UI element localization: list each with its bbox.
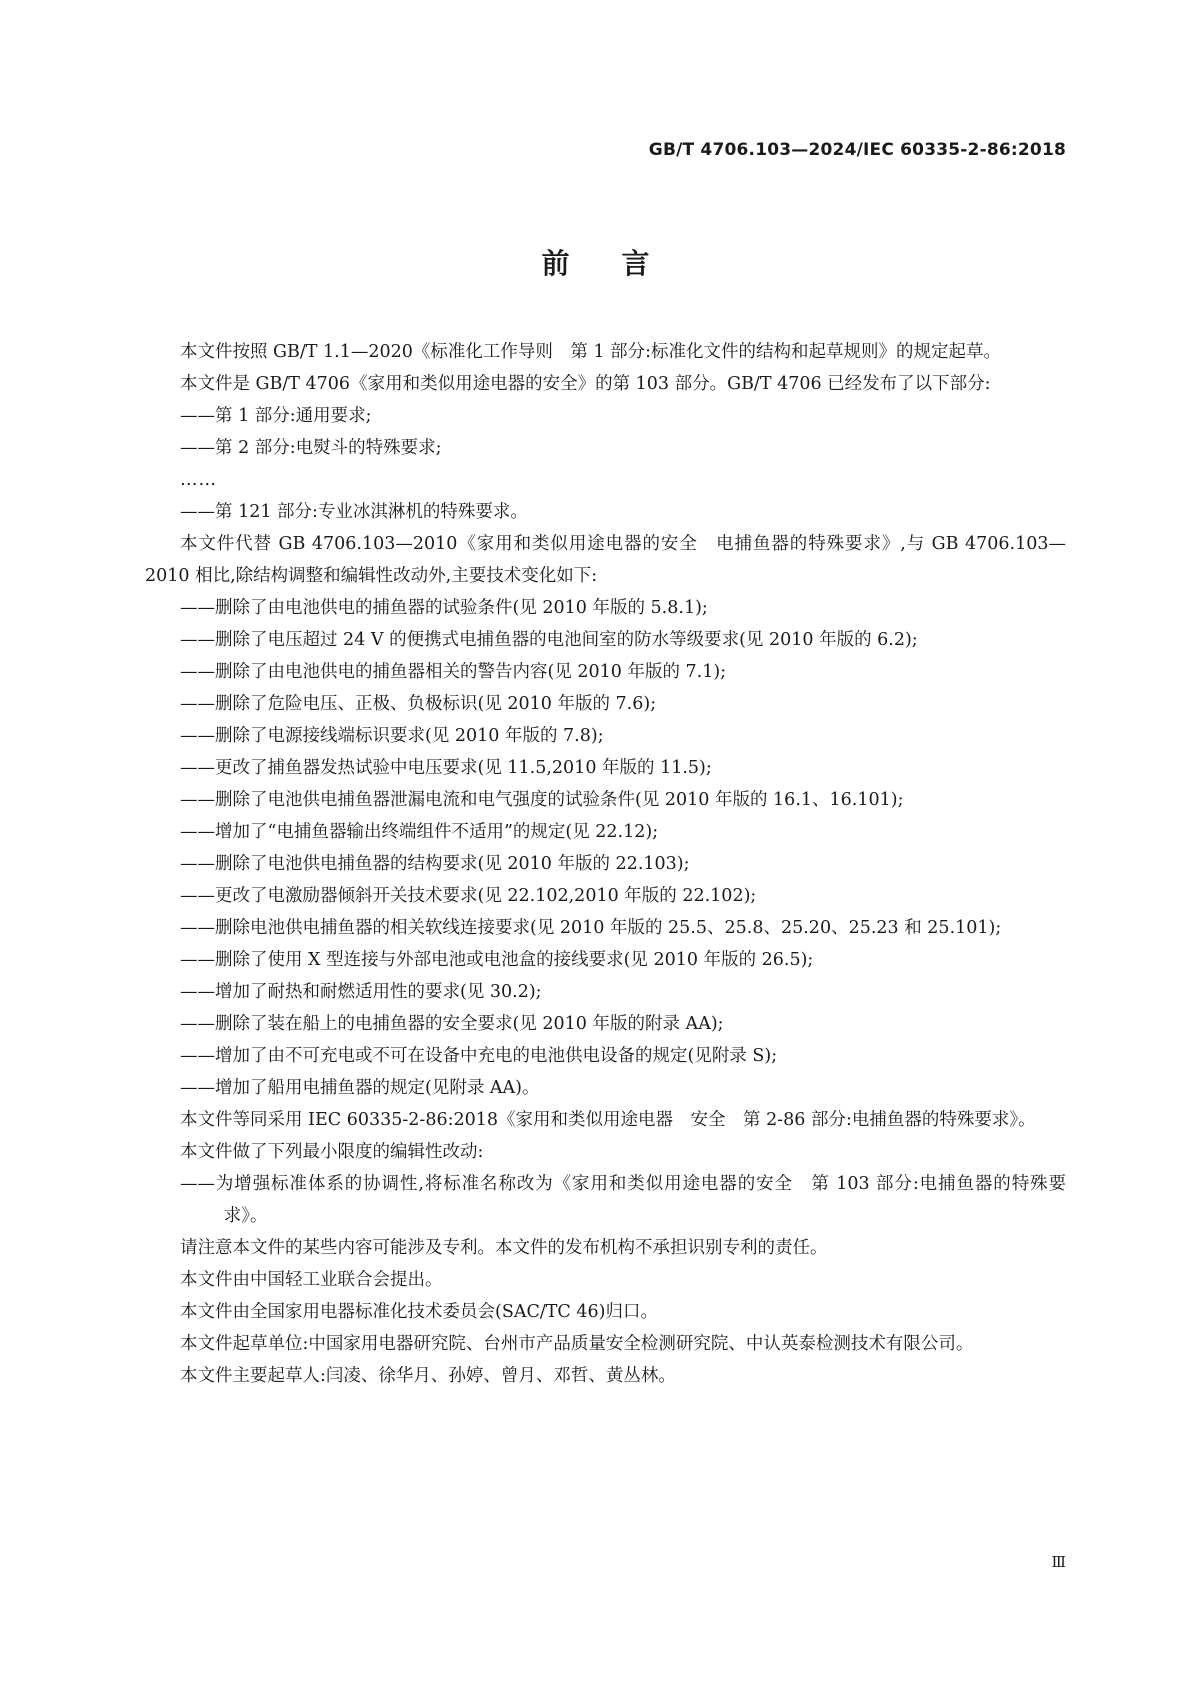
foreword-body [145, 336, 1066, 1392]
list-item-change: ——删除了使用 X 型连接与外部电池或电池盒的接线要求(见 2010 年版的 26.5); [180, 950, 814, 970]
list-item-change: ——更改了电激励器倾斜开关技术要求(见 22.102,2010 年版的 22.102); [180, 886, 757, 906]
paragraph-series-info: 本文件是 GB/T 4706《家用和类似用途电器的安全》的第 103 部分。GB/T 4706 已经发布了以下部分: [180, 374, 991, 394]
list-item-change: ——增加了船用电捕鱼器的规定(见附录 AA)。 [180, 1078, 540, 1098]
list-item-change: ——删除了由电池供电的捕鱼器相关的警告内容(见 2010 年版的 7.1); [180, 662, 727, 682]
list-item-change: ——删除了电源接线端标识要求(见 2010 年版的 7.8); [180, 726, 604, 746]
page-title: 前言 [541, 247, 702, 280]
paragraph-proposer: 本文件由中国轻工业联合会提出。 [180, 1270, 443, 1290]
standard-number-header: GB/T 4706.103—2024/IEC 60335-2-86:2018 [648, 140, 1066, 160]
list-item-editorial-change: ——为增强标准体系的协调性,将标准名称改为《家用和类似用途电器的安全 第 103 部分:电捕鱼器的特殊要求》。 [180, 1174, 1066, 1226]
paragraph-committee: 本文件由全国家用电器标准化技术委员会(SAC/TC 46)归口。 [180, 1302, 658, 1322]
paragraph-equivalence: 本文件等同采用 IEC 60335-2-86:2018《家用和类似用途电器 安全 第 2-86 部分:电捕鱼器的特殊要求》。 [180, 1110, 1036, 1130]
page-number: Ⅲ [1051, 1553, 1066, 1571]
list-item-change: ——删除了电压超过 24 V 的便携式电捕鱼器的电池间室的防水等级要求(见 2010 年版的 6.2); [180, 630, 918, 650]
paragraph-drafters: 本文件主要起草人:闫凌、徐华月、孙婷、曾月、邓哲、黄丛林。 [180, 1366, 676, 1386]
list-item-change: ——增加了“电捕鱼器输出终端组件不适用”的规定(见 22.12); [180, 822, 659, 842]
list-item-change: ——删除了装在船上的电捕鱼器的安全要求(见 2010 年版的附录 AA); [180, 1014, 724, 1034]
paragraph-drafting-units: 本文件起草单位:中国家用电器研究院、台州市产品质量安全检测研究院、中认英泰检测技术有限公司。 [180, 1334, 974, 1354]
list-item-change: ——删除了由电池供电的捕鱼器的试验条件(见 2010 年版的 5.8.1); [180, 598, 708, 618]
list-item-part: ——第 2 部分:电熨斗的特殊要求; [180, 438, 442, 458]
paragraph-replacement-info: 本文件代替 GB 4706.103—2010《家用和类似用途电器的安全 电捕鱼器的特殊要求》,与 GB 4706.103—2010 相比,除结构调整和编辑性改动外,主要技术变化如下: [145, 534, 1066, 586]
paragraph-drafting-rules: 本文件按照 GB/T 1.1—2020《标准化工作导则 第 1 部分:标准化文件的结构和起草规则》的规定起草。 [180, 342, 1002, 362]
paragraph-patent-notice: 请注意本文件的某些内容可能涉及专利。本文件的发布机构不承担识别专利的责任。 [180, 1238, 828, 1258]
list-item-part: ——第 1 部分:通用要求; [180, 406, 372, 426]
list-item-change: ——删除了电池供电捕鱼器泄漏电流和电气强度的试验条件(见 2010 年版的 16.1、16.101); [180, 790, 904, 810]
list-item-change: ——删除电池供电捕鱼器的相关软线连接要求(见 2010 年版的 25.5、25.8、25.20、25.23 和 25.101); [180, 918, 1002, 938]
list-ellipsis: …… [180, 470, 217, 490]
list-item-change: ——增加了耐热和耐燃适用性的要求(见 30.2); [180, 982, 542, 1002]
list-item-change: ——删除了电池供电捕鱼器的结构要求(见 2010 年版的 22.103); [180, 854, 690, 874]
list-item-part: ——第 121 部分:专业冰淇淋机的特殊要求。 [180, 502, 528, 522]
paragraph-editorial-intro: 本文件做了下列最小限度的编辑性改动: [180, 1142, 484, 1162]
list-item-change: ——删除了危险电压、正极、负极标识(见 2010 年版的 7.6); [180, 694, 657, 714]
list-item-change: ——更改了捕鱼器发热试验中电压要求(见 11.5,2010 年版的 11.5); [180, 758, 712, 778]
list-item-change: ——增加了由不可充电或不可在设备中充电的电池供电设备的规定(见附录 S); [180, 1046, 778, 1066]
